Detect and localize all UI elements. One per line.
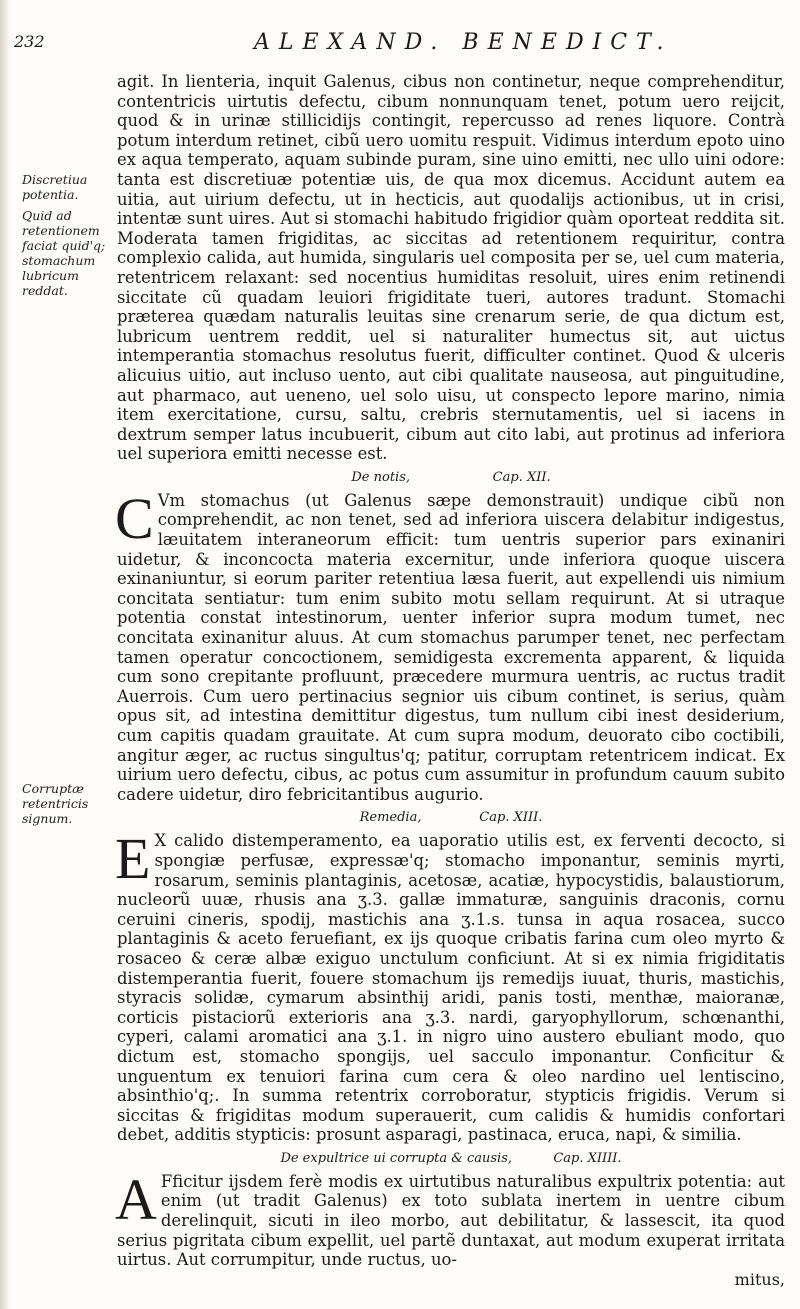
paragraph: [115, 1166, 785, 1270]
chapter-heading: De expultrice ui corrupta & causis, Cap. XIIII.: [280, 1150, 622, 1166]
paragraph-text: X calido distemperamento, ea uaporatio utilis est, ex ferventi decocto, si spongiæ perfusæ, expressæ'q; stomacho imponantur, seminis myrti, rosarum, seminis plantaginis, acetosæ, acatiæ, hypocystidis, balaustiorum, nucleorũ uuæ, rhusis ana ʒ.3. gallæ immaturæ, sanguinis draconis, cornu ceruini cineris, spodij, mastichis ana ʒ.1.s. tunsa in aqua rosacea, succo plantaginis & aceto feruefiant, ex ijs quoque cribatis farina cum oleo myrto & rosaceo & ceræ albæ exiguo unctulum conficiunt. At si ex nimia frigiditatis distemperantia fuerit, fouere stomachum ijs remedijs iuuat, thuris, mastichis, styracis solidæ, cymarum absinthij aridi, panis tosti, menthæ, maioranæ, corticis pistaciorũ exterioris ana ʒ.3. nardi, garyophyllorum, schœnanthi, cyperi, calami aromatici ana ʒ.1. in nigro uino austero ebuliant modo, quo dictum est, stomacho spongijs, uel sacculo imponantur. Conficitur & unguentum ex tenuiori farina cum cera & oleo nardino uel lentiscino, absinthio'q;. In summa retentrix corroboratur, stypticis frigidis. Verum si siccitas & frigiditas modum superauerit, cum calidis & humidis confortari debet, additis stypticis: prosunt asparagi, pastinaca, eruca, napi, & similia.: [117, 831, 785, 1145]
main-text: [117, 72, 785, 1289]
chapter-heading: De notis, Cap. XII.: [351, 469, 551, 485]
margin-note: Quid ad retentionem faciat quid'q; stomachum lubricum reddat.: [22, 208, 106, 298]
running-head: ALEXAND. BENEDICT.: [254, 30, 673, 55]
paragraph-text: Vm stomachus (ut Galenus sæpe demonstrauit) undique cibũ non comprehendit, ac non tenet, sed ad inferiora uiscera delabitur indigestus, læuitatem interaneorum efficit: tum uentris superior pars exinaniri uidetur, & inconcocta materia excernitur, unde inferiora quoque uiscera exinaniuntur, si eorum pariter retentiua læsa fuerit, aut expellendi uis nimium concitata sentiatur: tum enim subito motu sellam requirunt. At si utraque potentia constat intestinorum, uenter inferior supra modum tumet, nec concitata exinanitur aluus. At cum stomachus parumper tenet, nec perfectam tamen operatur concoctionem, semidigesta excrementa apparent, & liquida cum sono crepitante profluunt, præcedere murmura uentris, ac ructus tradit Auerrois. Cum uero pertinacius segnior uis cibum continet, is serius, quàm opus sit, ad intestina demittitur digestus, tum nullum cibi inest desiderium, cum capitis quadam grauitate. At cum supra modum, deuorato cibo coctibili, angitur æger, ac ructus singultus'q; patitur, corruptam retentricem indicat. Ex uirium uero defectu, cibus, ac potus cum assumitur in profundum cauum subito cadere uidetur, diro febricitantibus augurio.: [117, 490, 785, 804]
margin-note: Discretiua potentia.: [22, 172, 88, 202]
page-header: [14, 18, 790, 55]
paragraph: [115, 826, 785, 1145]
paragraph: [115, 485, 785, 805]
chapter-heading: Remedia, Cap. XIII.: [359, 810, 543, 826]
paragraph: agit. In lienteria, inquit Galenus, cibus non continetur, neque comprehenditur, contentricis uirtutis defectu, cibum nonnunquam tenet, potum uero reijcit, quod & in urinæ stillicidijs contingit, repercusso ad renes liquore. Contrà potum interdum retinet, cibũ uero uomitu respuit. Vidimus interdum epoto uino ex aqua temperato, aquam subinde puram, sine uino emitti, nec ullo uini odore: tanta est discretiuæ potentiæ uis, de qua mox dicemus. Accidunt autem ea uitia, aut uirium defectu, ut in hecticis, aut quodalijs actionibus, ut in crisi, intentæ sunt uires. Aut si stomachi habitudo frigidior quàm oporteat reddita sit. Moderata tamen frigiditas, ac siccitas ad retentionem requiritur, contra complexio calida, aut humida, singularis uel composita per se, uel cum materia, retentricem relaxant: sed nocentius humiditas resoluit, uires enim retinendi siccitate cũ quadam leuiori frigiditate tueri, autores tradunt. Stomachi præterea quædam naturalis leuitas sine crenarum serie, de qua dictum est, lubricum uentrem reddit, uel si naturaliter humectus sit, aut uictus intemperantia stomachus resolutus fuerit, difficulter continet. Quod & ulceris alicuius uitio, aut incluso uento, aut cibi qualitate nauseosa, aut pinguitudine, aut pharmaco, aut ueneno, uel solo uisu, ut conspecto lepore marino, nimia item exercitatione, cursu, saltu, crebris sternutamentis, uel si iacens in dextrum semper latus incubuerit, cibum aut cito labi, aut protinus ad inferiora uel superiora emitti necesse est.: [117, 72, 785, 464]
page-edge-shadow: [0, 0, 10, 1309]
margin-note: Corruptæ retentricis signum.: [22, 781, 89, 826]
drop-capital: C: [115, 485, 154, 551]
drop-capital: E: [115, 826, 151, 892]
page-number: 232: [14, 32, 45, 51]
paragraph-text: Fficitur ijsdem ferè modis ex uirtutibus naturalibus expultrix potentia: aut enim (ut tradit Galenus) ex toto sublata inertem in uentre cibum derelinquit, sicuti in ileo morbo, aut debilitatur, & lassescit, ita quod serius pigritata cibum expellit, uel partẽ duntaxat, aut modum exuperat irritata uirtus. Aut corrumpitur, unde ructus, uo-: [117, 1171, 785, 1270]
drop-capital: A: [115, 1166, 157, 1232]
catchword: mitus,: [734, 1269, 785, 1289]
